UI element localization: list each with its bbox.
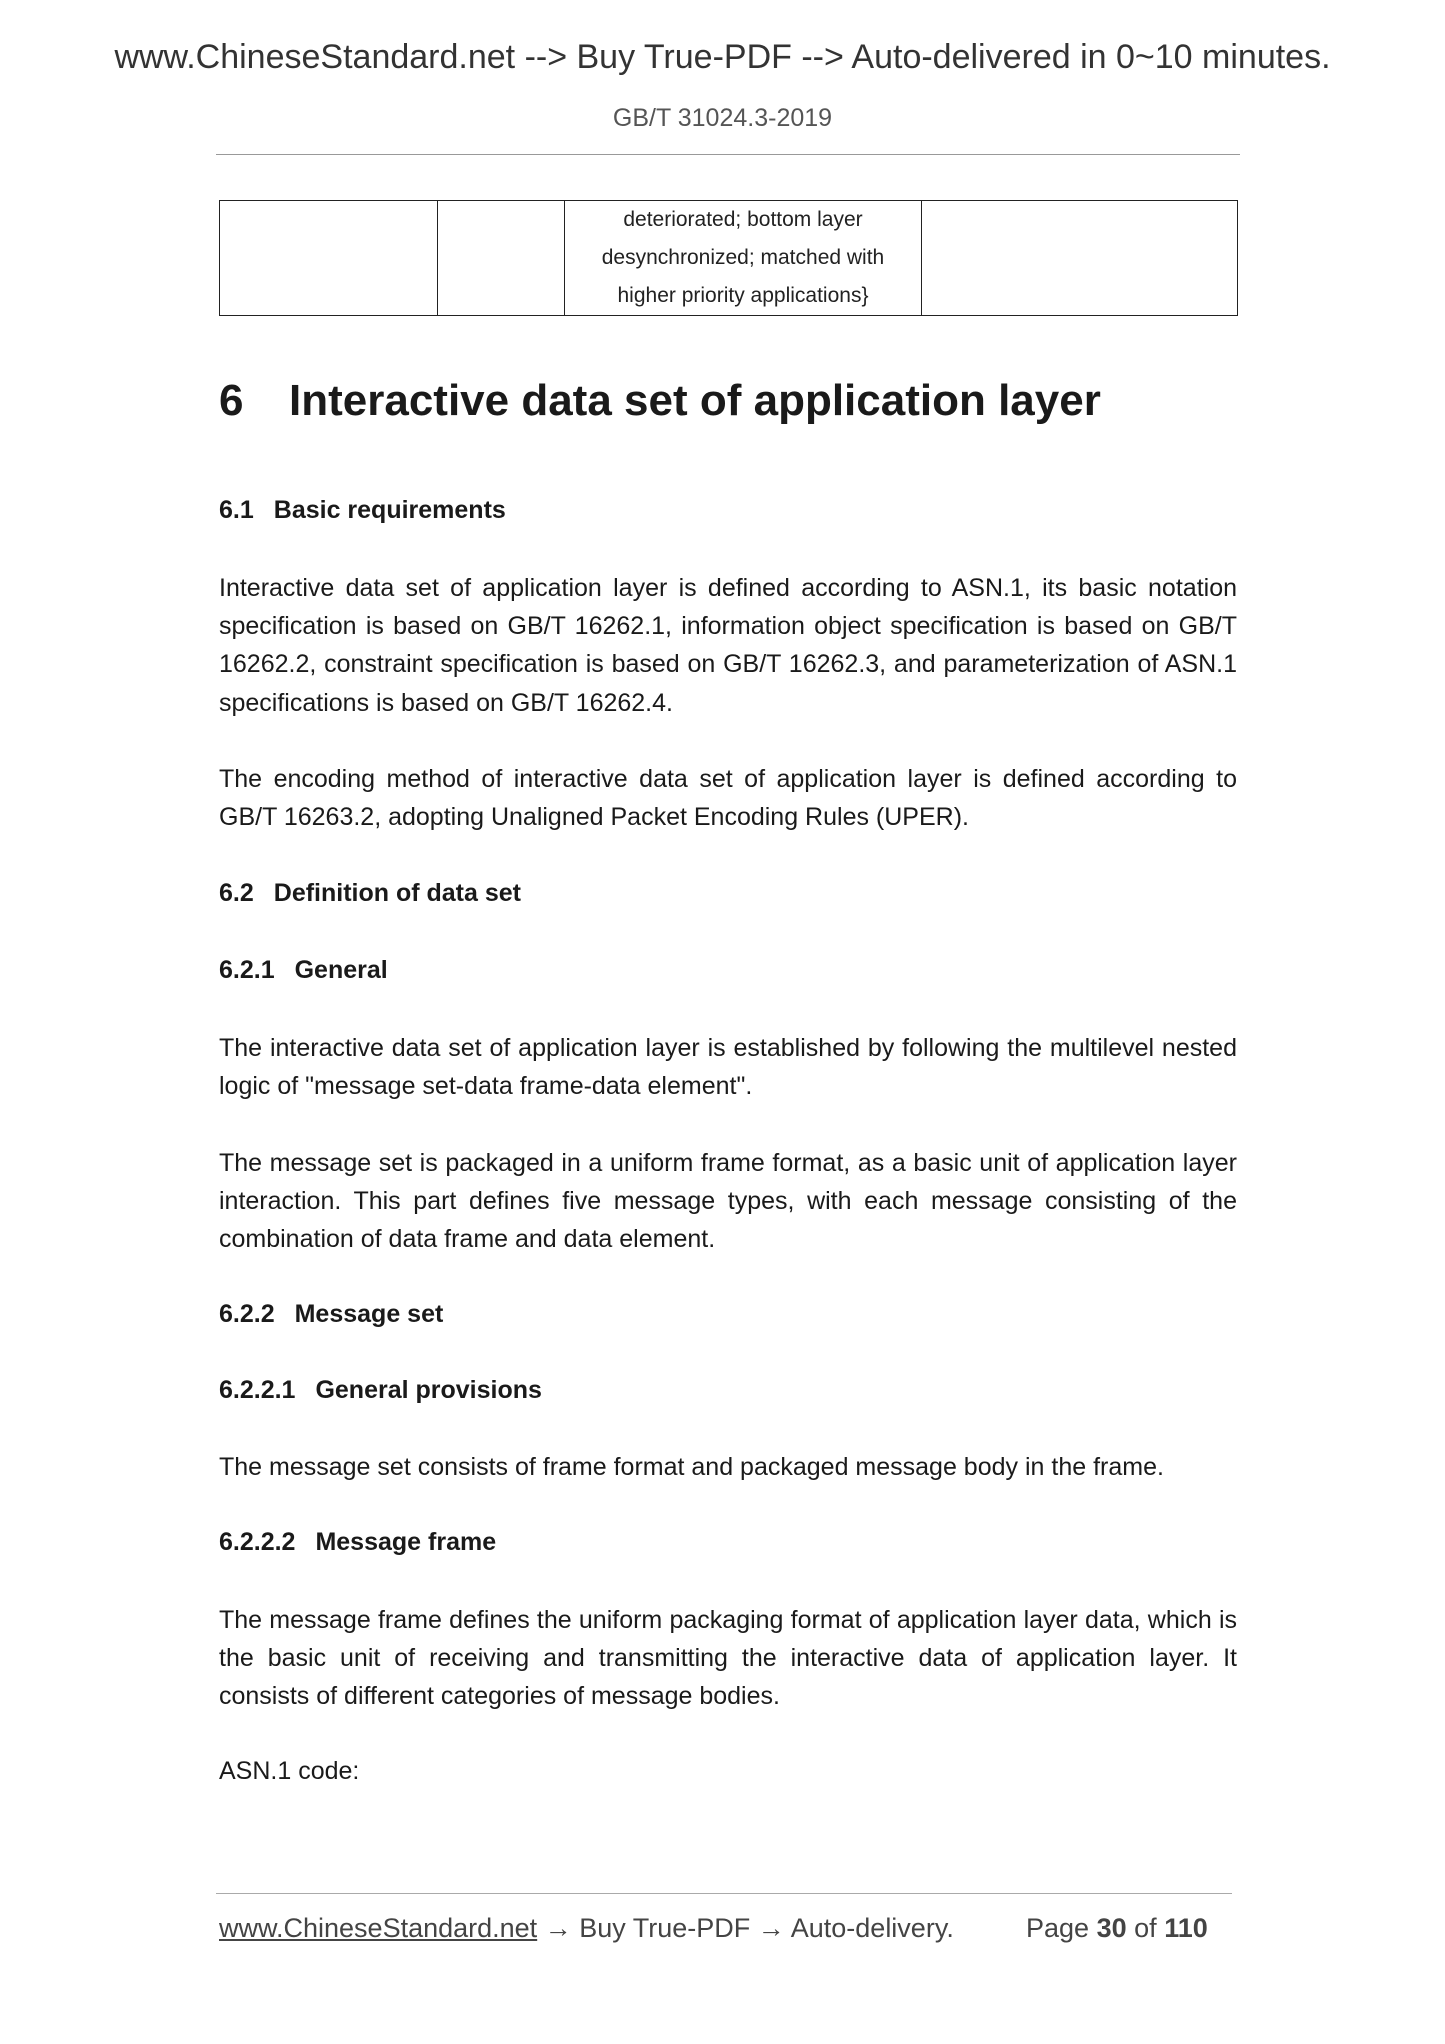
paragraph: The message set consists of frame format and packaged message body in the frame. xyxy=(219,1453,1164,1481)
footer-link[interactable]: www.ChineseStandard.net xyxy=(219,1913,538,1943)
table-cell-line: desynchronized; matched with xyxy=(601,246,885,269)
table-cell-empty xyxy=(922,201,1238,316)
section-number: 6.2 xyxy=(219,879,254,907)
page-label: Page xyxy=(1026,1913,1090,1943)
section-title: Definition of data set xyxy=(273,879,521,907)
table-cell-line: higher priority applications} xyxy=(617,284,869,307)
top-banner: www.ChineseStandard.net --> Buy True-PDF --> Auto-delivered in 0~10 minutes. xyxy=(114,38,1331,76)
section-number: 6.2.2.1 xyxy=(219,1376,296,1404)
footer-divider xyxy=(216,1893,1232,1894)
paragraph: The message frame defines the uniform packaging format of application layer data, which is the basic unit of receiving and transmitting the interactive data of application layer. It consists of different categories of message bodies. xyxy=(219,1606,1237,1711)
section-6-2-2-heading xyxy=(219,1300,443,1329)
section-6-2-heading xyxy=(219,879,521,908)
section-title: Basic requirements xyxy=(273,496,506,524)
section-6-2-1-heading xyxy=(219,956,388,985)
footer-promo-text: → Buy True-PDF → Auto-delivery. xyxy=(537,1913,954,1943)
section-number: 6.2.2 xyxy=(219,1300,275,1328)
continued-table xyxy=(219,200,1238,316)
footer-promo xyxy=(219,1913,954,1944)
section-number: 6.2.2.2 xyxy=(219,1528,296,1556)
table-cell-empty xyxy=(220,201,438,316)
table-cell-empty xyxy=(438,201,565,316)
section-6-2-2-2-heading xyxy=(219,1528,496,1557)
header-divider xyxy=(216,154,1240,155)
section-6-1-heading xyxy=(219,496,506,525)
section-title: General provisions xyxy=(315,1376,542,1404)
section-title: Message set xyxy=(294,1300,444,1328)
section-number: 6.2.1 xyxy=(219,956,275,984)
asn-code-label: ASN.1 code: xyxy=(219,1757,360,1785)
paragraph: Interactive data set of application layer is defined according to ASN.1, its basic notation specification is based on GB/T 16262.1, information object specification is based on GB/T 16262.2, constraint specification is based on GB/T 16262.3, and parameterization of ASN.1 specifications is based on GB/T 16262.4. xyxy=(219,574,1237,717)
section-6-heading xyxy=(219,376,1101,426)
section-title: General xyxy=(294,956,388,984)
section-title: Interactive data set of application layer xyxy=(289,376,1101,425)
table-cell-line: deteriorated; bottom layer xyxy=(623,208,863,231)
section-number: 6 xyxy=(219,376,244,425)
table-row xyxy=(220,201,1238,316)
document-code: GB/T 31024.3-2019 xyxy=(612,104,833,132)
paragraph: The interactive data set of application layer is established by following the multilevel nested logic of "message set-data frame-data element". xyxy=(219,1034,1237,1101)
section-number: 6.1 xyxy=(219,496,254,524)
page-total: 110 xyxy=(1164,1913,1208,1943)
table-cell-description xyxy=(565,201,922,316)
section-title: Message frame xyxy=(315,1528,497,1556)
of-label: of xyxy=(1134,1913,1157,1943)
paragraph: The encoding method of interactive data set of application layer is defined according to GB/T 16263.2, adopting Unaligned Packet Encoding Rules (UPER). xyxy=(219,765,1237,832)
page-number: 30 xyxy=(1096,1913,1127,1943)
section-6-2-2-1-heading xyxy=(219,1376,542,1405)
page-indicator xyxy=(1026,1913,1208,1944)
paragraph: The message set is packaged in a uniform frame format, as a basic unit of application layer interaction. This part defines five message types, with each message consisting of the combination of data frame and data element. xyxy=(219,1149,1237,1254)
